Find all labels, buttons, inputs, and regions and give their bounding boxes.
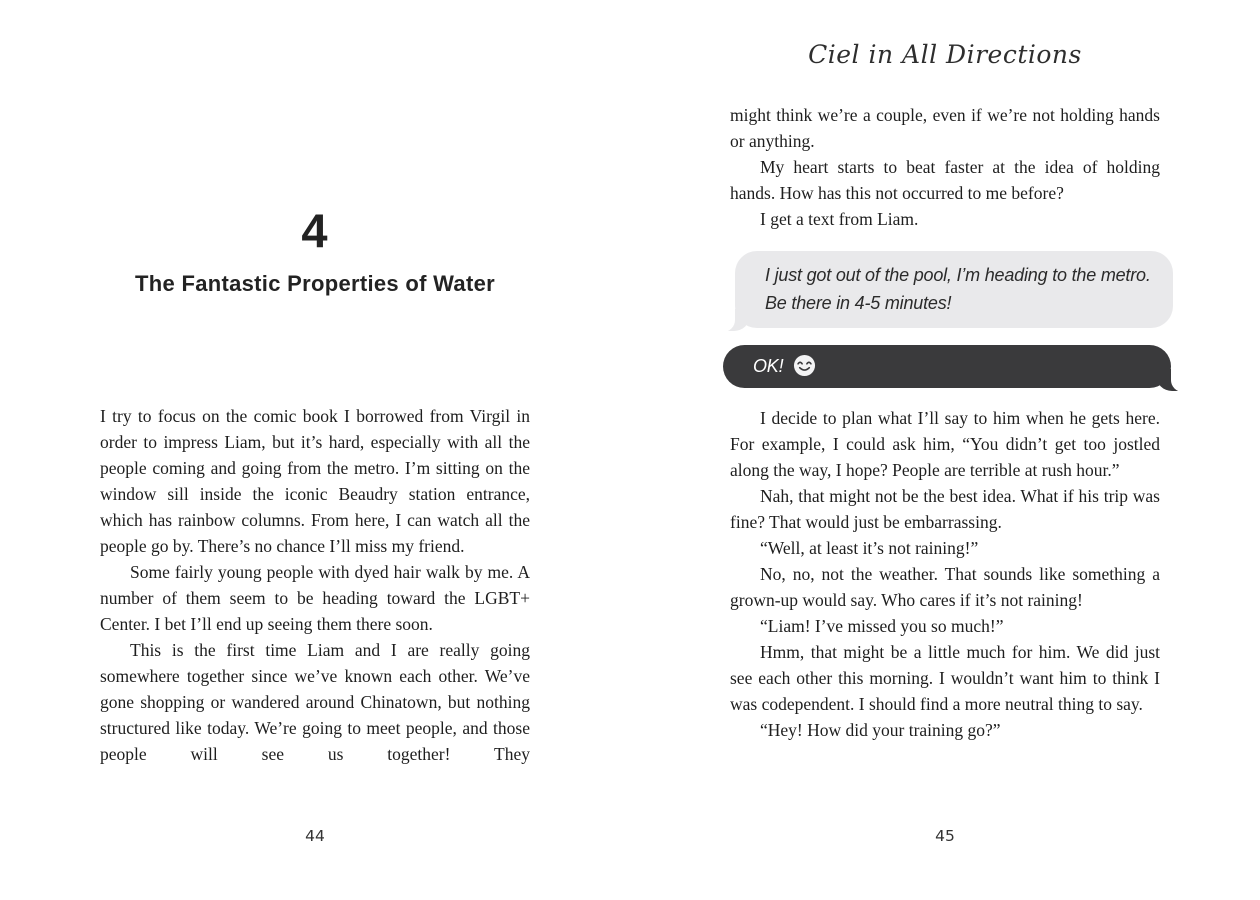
chapter-heading (100, 204, 530, 297)
page-left (100, 0, 530, 900)
paragraph: I try to focus on the comic book I borrowed from Virgil in order to impress Liam, but it’s hard, especially with all the people coming and going from the metro. I’m sitting on the window sill inside the iconic Beaudry station entrance, which has rainbow columns. From here, I can watch all the people go by. There’s no chance I’ll miss my friend. (100, 406, 530, 556)
running-header: Ciel in All Directions (808, 40, 1082, 69)
paragraph: My heart starts to beat faster at the idea of holding hands. How has this not occurred to me before? (730, 157, 1160, 203)
right-page-body-top (730, 102, 1160, 232)
paragraph: “Liam! I’ve missed you so much!” (760, 616, 1004, 636)
message-bubble-sent (723, 345, 1171, 388)
page-number-left: 44 (305, 827, 325, 845)
left-page-body (100, 403, 530, 767)
page-number-right: 45 (935, 827, 955, 845)
message-text: I just got out of the pool, I’m heading to the metro. Be there in 4-5 minutes! (765, 265, 1151, 313)
message-text: OK! (753, 356, 784, 376)
paragraph: This is the first time Liam and I are really going somewhere together since we’ve known each other. We’ve gone shopping or wandered around Chinatown, but nothing structured like today. We’re going to meet people, and those people will see us together! They (100, 640, 530, 764)
paragraph: I decide to plan what I’ll say to him when he gets here. For example, I could ask him, “You didn’t get too jostled along the way, I hope? People are terrible at rush hour.” (730, 408, 1160, 480)
paragraph: “Well, at least it’s not raining!” (760, 538, 979, 558)
page-right (730, 0, 1160, 900)
paragraph: Some fairly young people with dyed hair walk by me. A number of them seem to be heading toward the LGBT+ Center. I bet I’ll end up seeing them there soon. (100, 562, 530, 634)
right-page-body-bottom (730, 405, 1160, 743)
message-bubble-received (735, 251, 1173, 328)
paragraph: I get a text from Liam. (760, 209, 919, 229)
paragraph: No, no, not the weather. That sounds like something a grown-up would say. Who cares if it’s not raining! (730, 564, 1160, 610)
chapter-number: 4 (301, 204, 329, 257)
chapter-title: The Fantastic Properties of Water (135, 271, 495, 296)
paragraph: Hmm, that might be a little much for him. We did just see each other this morning. I wouldn’t want him to think I was codependent. I should find a more neutral thing to say. (730, 642, 1160, 714)
text-message-thread (735, 251, 1165, 388)
paragraph: might think we’re a couple, even if we’re not holding hands or anything. (730, 105, 1160, 151)
paragraph: “Hey! How did your training go?” (760, 720, 1001, 740)
paragraph: Nah, that might not be the best idea. What if his trip was fine? That would just be embarrassing. (730, 486, 1160, 532)
smiling-face-emoji-icon (793, 354, 816, 377)
